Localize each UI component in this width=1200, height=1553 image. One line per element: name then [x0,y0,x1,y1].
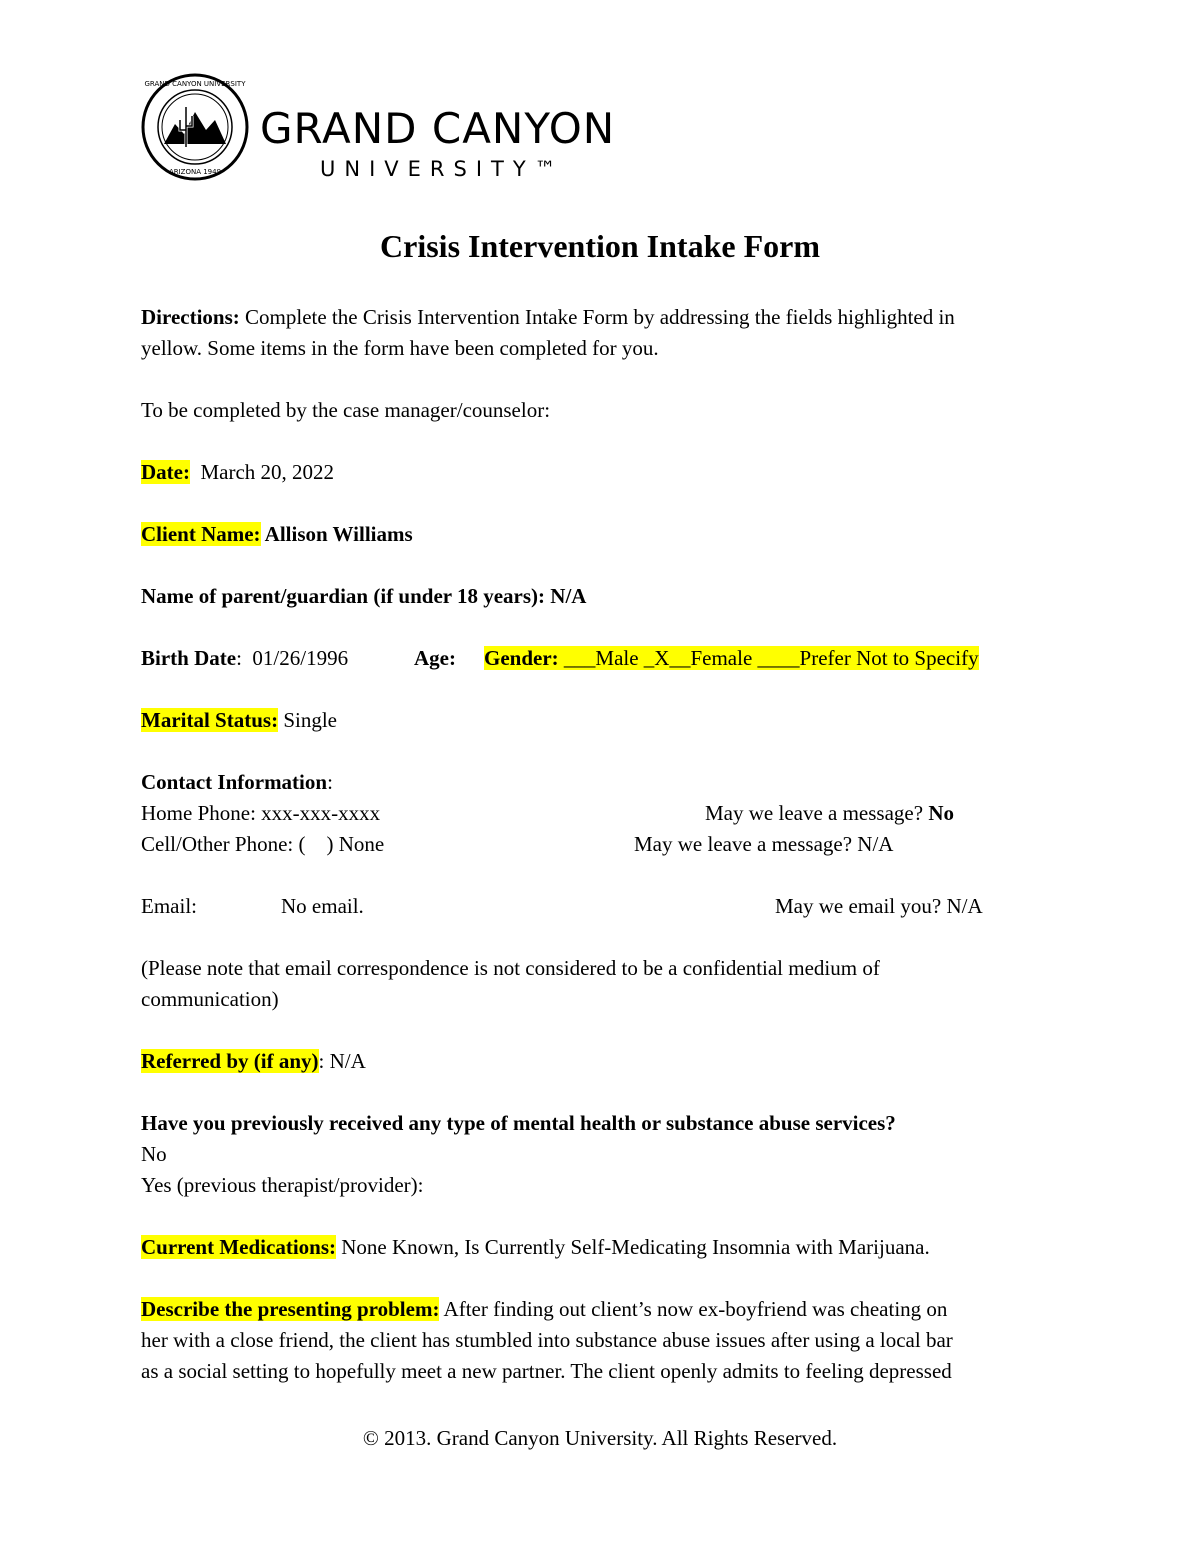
medications-label: Current Medications: [141,1235,336,1259]
date-label: Date: [141,460,190,484]
wordmark-line2: UNIVERSITY™ [320,157,565,181]
email-label: Email: [141,894,197,918]
referred-value: : N/A [318,1049,366,1073]
email-note-line2: communication) [141,987,279,1011]
contact-info-label: Contact Information [141,770,328,794]
university-seal-icon [140,72,250,182]
contact-info-colon: : [327,770,333,794]
marital-status-label: Marital Status: [141,708,279,732]
presenting-problem-line3: as a social setting to hopefully meet a new partner. The client openly admits to feeling depressed [141,1359,952,1383]
date-row [141,459,334,485]
client-name-label: Client Name: [141,522,261,546]
directions-label: Directions: [141,305,240,329]
previous-services-no: No [141,1142,167,1166]
parent-guardian-row: Name of parent/guardian (if under 18 years): N/A [141,584,587,608]
university-logo [140,72,630,182]
wordmark-line1: GRAND CANYON [260,104,616,153]
cell-phone: Cell/Other Phone: ( ) None [141,832,385,856]
home-phone: Home Phone: xxx-xxx-xxxx [141,801,381,825]
page-title: Crisis Intervention Intake Form [380,228,820,264]
medications-row [141,1234,930,1260]
marital-status-value: Single [278,708,337,732]
directions-line1 [141,304,955,330]
svg-text:ARIZONA 1949: ARIZONA 1949 [168,168,222,176]
email-note-line1: (Please note that email correspondence is not considered to be a confidential medium of [141,956,880,980]
previous-services-question: Have you previously received any type of mental health or substance abuse services? [141,1111,896,1135]
gender-row [484,645,979,671]
birth-date-label: Birth Date [141,646,237,670]
email-permission: May we email you? N/A [775,894,983,918]
client-name-value: Allison Williams [260,522,413,546]
presenting-problem-text1: After finding out client’s now ex-boyfriend was cheating on [439,1297,948,1321]
cell-message: May we leave a message? N/A [634,832,894,856]
referred-row [141,1048,366,1074]
email-value: No email. [281,894,364,918]
presenting-problem-label: Describe the presenting problem: [141,1297,440,1321]
home-message-question: May we leave a message? [705,801,929,825]
birth-date-row [141,645,348,671]
gender-label: Gender: [484,646,559,670]
directions-text1: Complete the Crisis Intervention Intake Form by addressing the fields highlighted in [239,305,955,329]
to-be-completed-note: To be completed by the case manager/counselor: [141,398,551,422]
presenting-problem-line1 [141,1296,947,1322]
gender-value: ___Male _X__Female ____Prefer Not to Specify [558,646,979,670]
previous-services-yes: Yes (previous therapist/provider): [141,1173,424,1197]
medications-value: None Known, Is Currently Self-Medicating Insomnia with Marijuana. [336,1235,930,1259]
home-message-answer: No [928,801,954,825]
birth-date-value: : 01/26/1996 [236,646,349,670]
svg-text:GRAND CANYON UNIVERSITY: GRAND CANYON UNIVERSITY [144,80,246,88]
presenting-problem-line2: her with a close friend, the client has stumbled into substance abuse issues after using a local bar [141,1328,953,1352]
referred-label: Referred by (if any) [141,1049,319,1073]
client-name-row [141,521,413,547]
age-label: Age: [414,646,456,670]
home-message-row [705,800,954,826]
marital-status-row [141,707,337,733]
date-value: March 20, 2022 [189,460,335,484]
copyright-footer: © 2013. Grand Canyon University. All Rights Reserved. [362,1426,838,1450]
contact-info-heading [141,769,333,795]
directions-line2: yellow. Some items in the form have been completed for you. [141,336,659,360]
